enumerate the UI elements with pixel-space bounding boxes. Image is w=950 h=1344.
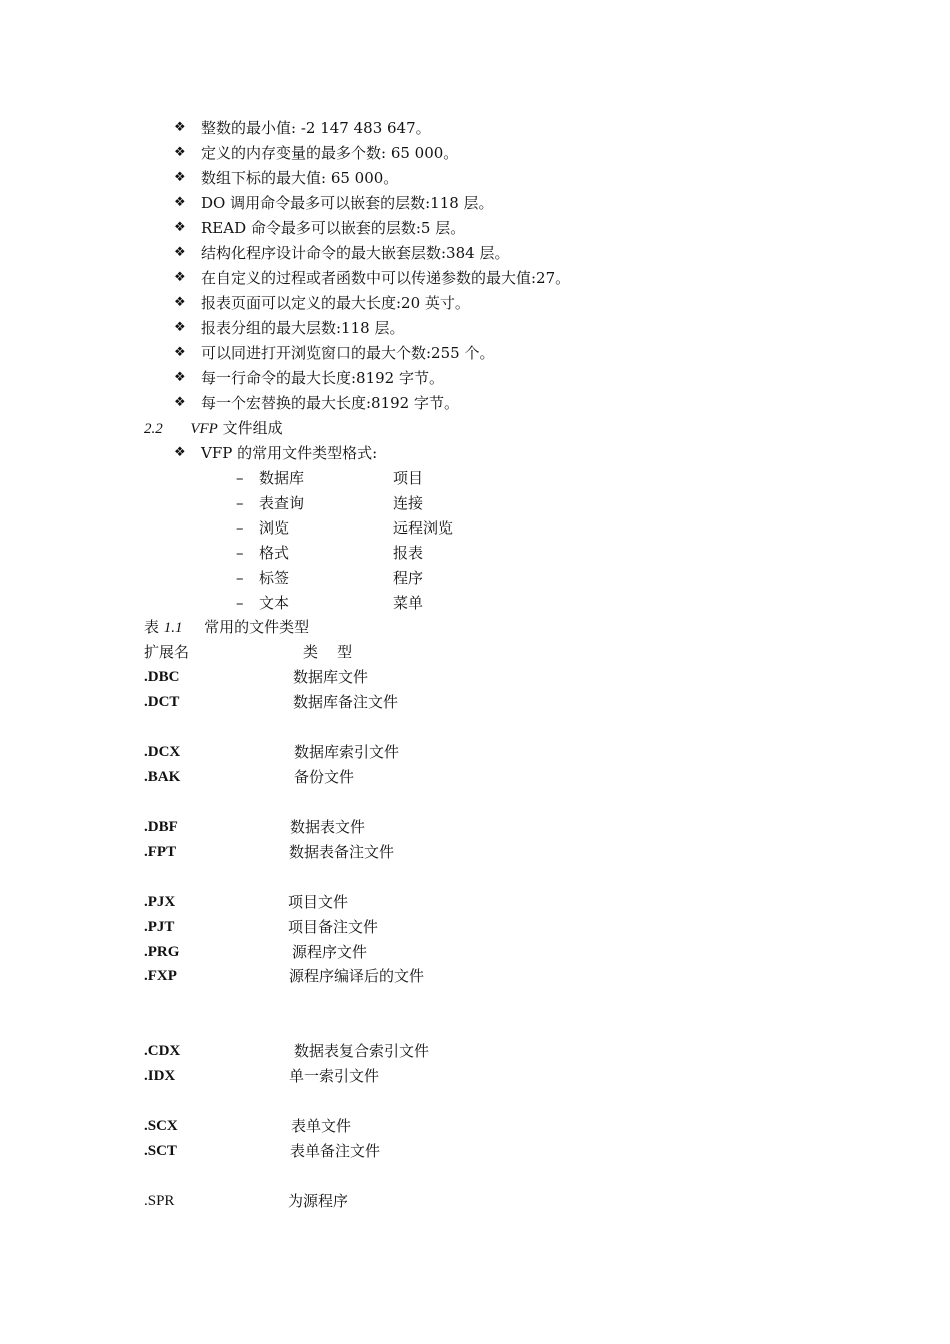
row-type: 数据库文件 — [293, 668, 369, 686]
dash-bullet-icon: – — [236, 594, 244, 612]
row-extension: .DCX — [144, 744, 181, 760]
header-extension: 扩展名 — [144, 643, 190, 661]
common-types-text: VFP 的常用文件类型格式: — [201, 444, 378, 462]
type-name-left: 表查询 — [259, 494, 305, 512]
section-heading — [144, 418, 283, 439]
row-type: 源程序文件 — [292, 943, 368, 961]
diamond-bullet-icon: ❖ — [174, 170, 186, 185]
row-type: 单一索引文件 — [289, 1067, 380, 1085]
row-extension: .PJT — [144, 919, 175, 935]
row-type: 项目文件 — [288, 893, 349, 911]
row-extension: .SCX — [144, 1118, 178, 1134]
row-type: 项目备注文件 — [288, 918, 379, 936]
row-type: 源程序编译后的文件 — [289, 967, 425, 985]
row-type: 表单文件 — [291, 1117, 352, 1135]
row-type: 数据表备注文件 — [289, 843, 395, 861]
diamond-bullet-icon: ❖ — [174, 370, 186, 385]
row-extension: .SCT — [144, 1143, 177, 1159]
row-type: 数据表文件 — [290, 818, 366, 836]
limit-text: 报表页面可以定义的最大长度:20 英寸。 — [201, 294, 470, 312]
limit-text: READ 命令最多可以嵌套的层数:5 层。 — [201, 219, 466, 237]
limit-text: 在自定义的过程或者函数中可以传递参数的最大值:27。 — [201, 269, 571, 287]
type-name-right: 程序 — [393, 569, 424, 587]
diamond-bullet-icon: ❖ — [174, 295, 186, 310]
row-type: 数据库备注文件 — [293, 693, 399, 711]
section-number: 2.2 — [144, 421, 163, 437]
type-name-right: 菜单 — [393, 594, 424, 612]
type-name-left: 标签 — [259, 569, 290, 587]
row-extension: .DCT — [144, 694, 180, 710]
diamond-bullet-icon: ❖ — [174, 145, 186, 160]
diamond-bullet-icon: ❖ — [174, 445, 186, 460]
diamond-bullet-icon: ❖ — [174, 195, 186, 210]
type-name-right: 报表 — [393, 544, 424, 562]
limit-text: DO 调用命令最多可以嵌套的层数:118 层。 — [201, 194, 494, 212]
diamond-bullet-icon: ❖ — [174, 395, 186, 410]
caption-text: 常用的文件类型 — [204, 618, 310, 636]
type-name-left: 文本 — [259, 594, 290, 612]
type-name-left: 格式 — [259, 544, 290, 562]
type-name-right: 连接 — [393, 494, 424, 512]
limit-text: 可以同进打开浏览窗口的最大个数:255 个。 — [201, 344, 495, 362]
row-extension: .CDX — [144, 1043, 181, 1059]
limit-text: 报表分组的最大层数:118 层。 — [201, 319, 405, 337]
row-extension: .IDX — [144, 1068, 176, 1084]
type-name-left: 浏览 — [259, 519, 290, 537]
table-caption — [144, 617, 309, 638]
row-type: 表单备注文件 — [290, 1142, 381, 1160]
row-extension: .SPR — [144, 1193, 175, 1209]
row-extension: .PJX — [144, 894, 176, 910]
section-title-italic: VFP — [190, 421, 218, 437]
limit-text: 定义的内存变量的最多个数: 65 000。 — [201, 144, 459, 162]
limit-text: 结构化程序设计命令的最大嵌套层数:384 层。 — [201, 244, 510, 262]
limit-text: 整数的最小值: -2 147 483 647。 — [201, 119, 431, 137]
limit-text: 数组下标的最大值: 65 000。 — [201, 169, 399, 187]
row-type: 为源程序 — [288, 1192, 349, 1210]
diamond-bullet-icon: ❖ — [174, 320, 186, 335]
type-name-right: 项目 — [393, 469, 424, 487]
caption-prefix: 表 — [144, 618, 164, 636]
row-type: 备份文件 — [294, 768, 355, 786]
section-title-rest: 文件组成 — [217, 419, 283, 437]
diamond-bullet-icon: ❖ — [174, 270, 186, 285]
diamond-bullet-icon: ❖ — [174, 220, 186, 235]
caption-number: 1.1 — [163, 620, 183, 636]
header-type: 类 型 — [303, 643, 353, 661]
limit-text: 每一个宏替换的最大长度:8192 字节。 — [201, 394, 459, 412]
row-extension: .FXP — [144, 968, 177, 984]
dash-bullet-icon: – — [236, 519, 244, 537]
type-name-left: 数据库 — [259, 469, 305, 487]
diamond-bullet-icon: ❖ — [174, 345, 186, 360]
row-extension: .FPT — [144, 844, 177, 860]
dash-bullet-icon: – — [236, 469, 244, 487]
diamond-bullet-icon: ❖ — [174, 120, 186, 135]
dash-bullet-icon: – — [236, 569, 244, 587]
row-extension: .BAK — [144, 769, 181, 785]
dash-bullet-icon: – — [236, 544, 244, 562]
limit-text: 每一行命令的最大长度:8192 字节。 — [201, 369, 444, 387]
row-type: 数据表复合索引文件 — [294, 1042, 430, 1060]
row-extension: .DBF — [144, 819, 178, 835]
dash-bullet-icon: – — [236, 494, 244, 512]
type-name-right: 远程浏览 — [393, 519, 454, 537]
row-extension: .PRG — [144, 944, 180, 960]
diamond-bullet-icon: ❖ — [174, 245, 186, 260]
row-extension: .DBC — [144, 669, 180, 685]
row-type: 数据库索引文件 — [294, 743, 400, 761]
